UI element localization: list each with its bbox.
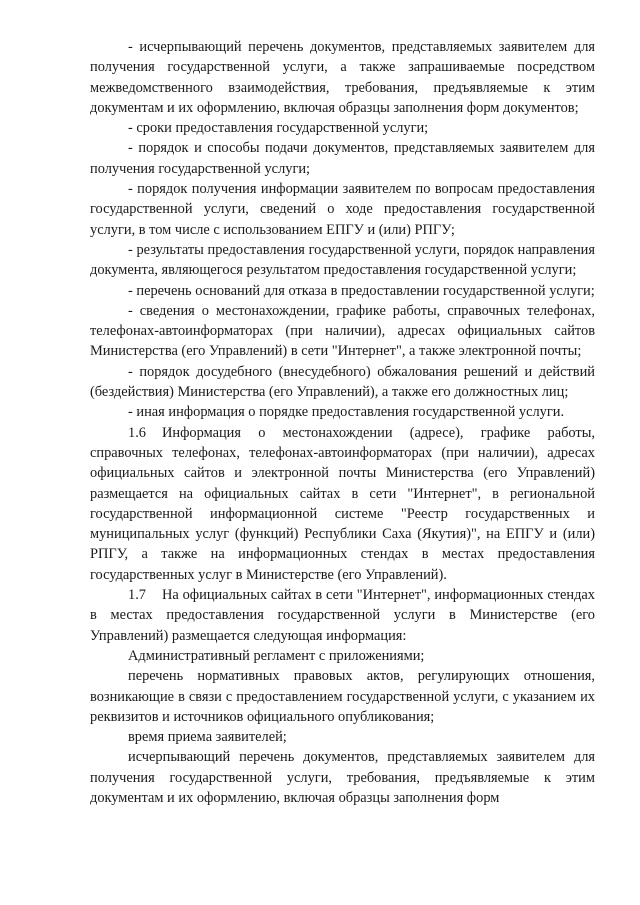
- paragraph-documents-requirements: исчерпывающий перечень документов, представляемых заявителем для получения государственной услуги, требования, предъявляемые к этим документам и их оформлению, включая образцы заполнения форм: [90, 749, 595, 806]
- paragraph-service-results: - результаты предоставления государственной услуги, порядок направления документа, являющегося результатом предоставления государственной услуги;: [90, 241, 595, 279]
- section-number: 1.7: [128, 587, 146, 604]
- paragraph-appeal-procedure: - порядок досудебного (внесудебного) обжалования решений и действий (бездействия) Министерства (его Управлений), а также его должностных лиц;: [90, 363, 595, 401]
- paragraph-information-procedure: - порядок получения информации заявителем по вопросам предоставления государственной услуги, сведений о ходе предоставления государственной услуги, в том числе с использованием ЕПГУ и (или) РПГУ;: [90, 181, 595, 238]
- section-1-6: [90, 423, 595, 585]
- paragraph-reception-time: время приема заявителей;: [128, 729, 287, 746]
- paragraph-other-info: - иная информация о порядке предоставления государственной услуги.: [128, 404, 565, 421]
- paragraph-legal-acts: перечень нормативных правовых актов, регулирующих отношения, возникающие в связи с предоставлением государственной услуги, с указанием их реквизитов и источников официального опубликования;: [90, 668, 595, 725]
- paragraph-service-terms: - сроки предоставления государственной услуги;: [128, 120, 429, 137]
- section-number: 1.6: [128, 424, 146, 441]
- section-text: На официальных сайтах в сети "Интернет", информационных стендах в местах предоставления государственной услуги в Министерстве (его Управлений) размещается следующая информация:: [90, 587, 595, 644]
- paragraph-documents-list: - исчерпывающий перечень документов, представляемых заявителем для получения государственной услуги, а также запрашиваемые посредством межведомственного взаимодействия, требования, предъявляемые к этим документам и их оформлению, включая образцы заполнения форм документов;: [90, 39, 595, 116]
- paragraph-admin-regulation: Административный регламент с приложениями;: [128, 647, 425, 664]
- paragraph-refusal-grounds: - перечень оснований для отказа в предоставлении государственной услуги;: [128, 282, 595, 299]
- section-1-7: [90, 585, 595, 646]
- paragraph-submission-methods: - порядок и способы подачи документов, представляемых заявителем для получения государственной услуги;: [90, 140, 595, 177]
- section-text: Информация о местонахождении (адресе), графике работы, справочных телефонах, телефонах-автоинформаторах (при наличии), адресах официальных сайтов и электронной почты Министерства (его Управлений) размещается на официальных сайтах в сети "Интернет", в региональной государственной информационной системе "Реестр государственных и муниципальных услуг (функций) Республики Саха (Якутия)", на ЕПГУ и (или) РПГУ, а также на информационных стендах в местах предоставления государственных услуг в Министерстве (его Управлений).: [90, 424, 595, 583]
- document-page: [90, 37, 595, 808]
- paragraph-location-info: - сведения о местонахождении, графике работы, справочных телефонах, телефонах-автоинформаторах (при наличии), адресах официальных сайтов Министерства (его Управлений) в сети "Интернет", а также электронной почты;: [90, 302, 595, 360]
